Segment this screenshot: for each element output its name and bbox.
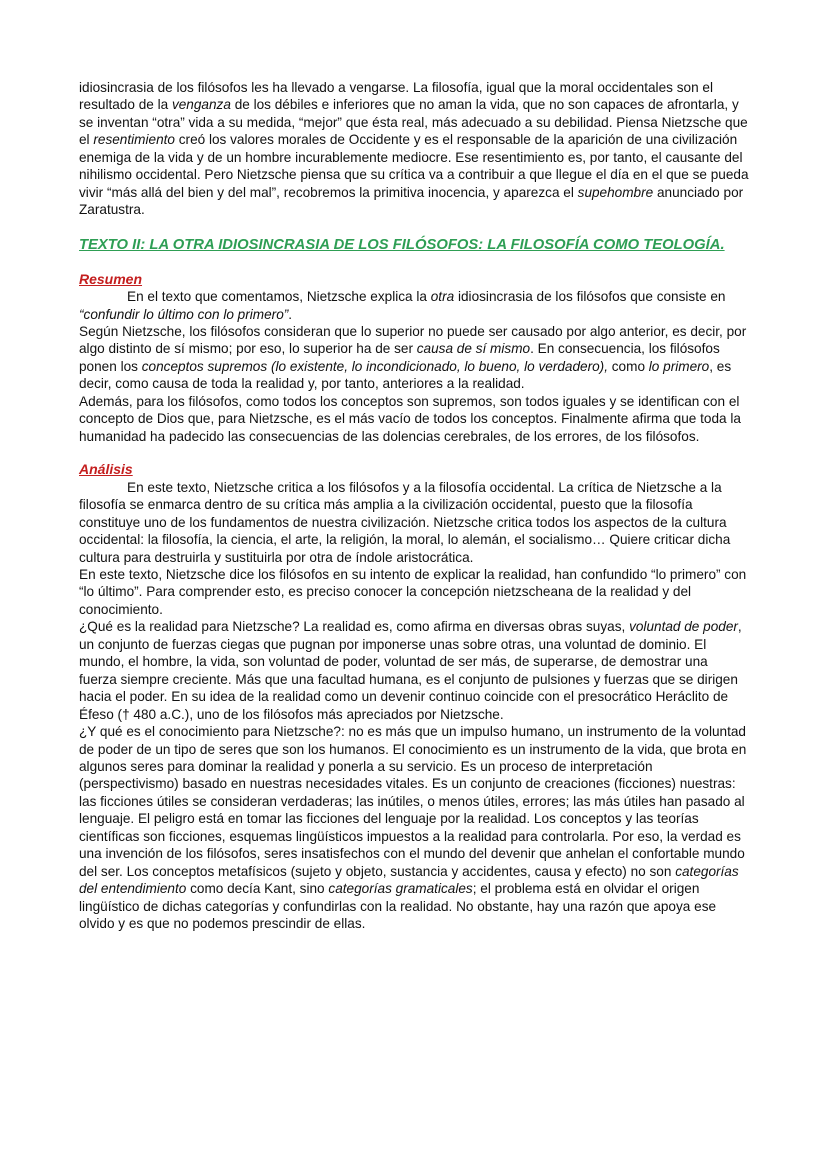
italic-text: resentimiento	[93, 132, 175, 148]
document-body	[79, 79, 749, 932]
italic-text: supehombre	[577, 184, 654, 200]
italic-text: conceptos supremos (lo existente, lo incondicionado, lo bueno, lo verdadero),	[141, 358, 608, 374]
analisis-heading: Análisis	[79, 461, 133, 478]
text-run: creó los valores morales de Occidente y es el responsable de la aparición de una civilización enemiga de la vida y de un hombre incurablemente mediocre. Ese resentimiento es, por tanto, el causante del nihilismo occidental. Pero Nietzsche piensa que su crítica va a contribuir a que llegue el día en el que se pueda vivir “más allá del bien y del mal”, recobremos la primitiva inocencia, y aparezca el	[79, 132, 749, 200]
text-run: Según Nietzsche, los filósofos consideran que lo superior no puede ser causado por algo anterior, es decir, por algo distinto de sí mismo; por eso, lo superior ha de ser	[79, 324, 747, 357]
text-run: ¿Y qué es el conocimiento para Nietzsche?: no es más que un impulso humano, un instrumento de la voluntad de poder de un tipo de seres que son los humanos. El conocimiento es un instrumento de la vida, que brota en algunos seres para dominar la realidad y ponerla a su servicio. Es un proceso de interpretación (perspectivismo) basado en nuestras necesidades vitales. Es un conjunto de creaciones (ficciones) nuestras: las ficciones útiles se consideran verdaderas; las inútiles, o menos útiles, errores; las más útiles han pasado al lenguaje. El peligro está en tomar las ficciones del lenguaje por la realidad. Los conceptos y las teorías científicas son ficciones, esquemas lingüísticos impuestos a la realidad para controlarla. Por eso, la verdad es una invención de los filósofos, seres insatisfechos con el mundo del devenir que anhelan el confortable mundo del ser. Los conceptos metafísicos (sujeto y objeto, sustancia y accidentes, causa y efecto) no son	[79, 724, 747, 879]
text-run: En este texto, Nietzsche dice los filósofos en su intento de explicar la realidad, han confundido “lo primero” con “lo último”. Para comprender esto, es preciso conocer la concepción nietzscheana de la realidad y del conocimiento.	[79, 566, 747, 617]
body-paragraph	[79, 323, 749, 393]
text-run: . En consecuencia, los filósofos ponen los	[79, 341, 720, 374]
text-run: , un conjunto de fuerzas ciegas que pugnan por imponerse unas sobre otras, una voluntad de dominio. El mundo, el hombre, la vida, son voluntad de poder, voluntad de ser más, de superarse, de demostrar una fuerza siempre creciente. Más que una facultad humana, es el conjunto de pulsiones y fuerzas que se dirigen hacia el poder. En su idea de la realidad como un devenir continuo coincide con el presocrático Heráclito de Éfeso († 480 a.C.), uno de los filósofos más apreciados por Nietzsche.	[79, 619, 742, 722]
italic-text: categorías del entendimiento	[79, 863, 739, 897]
italic-text: otra	[430, 289, 455, 305]
text-run: ; el problema está en olvidar el origen lingüístico de dichas categorías y confundirlas con la realidad. No obstante, hay una razón que apoya ese olvido y es que no podemos prescindir de ellas.	[79, 881, 717, 932]
resumen-section	[79, 288, 749, 445]
italic-text: lo primero	[648, 358, 710, 374]
text-run: idiosincrasia de los filósofos que consiste en	[454, 289, 726, 305]
body-paragraph	[79, 393, 749, 445]
text-run: como decía Kant, sino	[186, 881, 329, 897]
analisis-section	[79, 479, 749, 933]
italic-text: “confundir lo último con lo primero”	[79, 306, 289, 322]
text-run: En el texto que comentamos, Nietzsche explica la	[127, 289, 431, 305]
text-run: , es decir, como causa de toda la realidad y, por tanto, anteriores a la realidad.	[79, 358, 732, 392]
italic-text: voluntad de poder	[629, 619, 738, 635]
intro-paragraph	[79, 79, 749, 219]
body-paragraph	[79, 566, 749, 618]
italic-text: venganza	[171, 97, 231, 113]
body-paragraph	[79, 288, 749, 323]
text-run: de los débiles e inferiores que no aman la vida, que no son capaces de afrontarla, y se inventan “otra” vida a su medida, “mejor” que ésta real, más adecuado a su debilidad. Piensa Nietzsche que el	[79, 97, 748, 148]
text-title: TEXTO II: LA OTRA IDIOSINCRASIA DE LOS FILÓSOFOS: LA FILOSOFÍA COMO TEOLOGÍA.	[79, 236, 725, 253]
text-run: ¿Qué es la realidad para Nietzsche? La realidad es, como afirma en diversas obras suyas,	[79, 619, 630, 635]
text-run: En este texto, Nietzsche critica a los filósofos y a la filosofía occidental. La crítica de Nietzsche a la filosofía se enmarca dentro de su crítica más amplia a la civilización occidental, puesto que la filosofía constituye uno de los fundamentos de nuestra civilización. Nietzsche critica todos los aspectos de la cultura occidental: la filosofía, la ciencia, el arte, la religión, la moral, lo alemán, el socialismo… Quiere criticar dicha cultura para destruirla y sustituirla por otra de índole aristocrática.	[79, 479, 731, 565]
body-paragraph	[79, 479, 749, 566]
text-run: anunciado por Zaratustra.	[79, 184, 744, 218]
body-paragraph	[79, 723, 749, 932]
body-paragraph	[79, 618, 749, 723]
text-run: idiosincrasia de los filósofos les ha llevado a vengarse. La filosofía, igual que la moral occidentales son el resultado de la	[79, 80, 713, 113]
italic-text: categorías gramaticales	[328, 881, 473, 897]
resumen-heading: Resumen	[79, 270, 143, 287]
italic-text: causa de sí mismo	[416, 341, 531, 357]
text-run: Además, para los filósofos, como todos los conceptos son supremos, son todos iguales y se identifican con el concepto de Dios que, para Nietzsche, es el más vacío de todos los conceptos. Finalmente afirma que toda la humanidad ha padecido las consecuencias de las dolencias cerebrales, de los errores, de los filósofos.	[79, 393, 741, 444]
text-run: .	[288, 306, 293, 322]
text-run: como	[607, 358, 649, 374]
